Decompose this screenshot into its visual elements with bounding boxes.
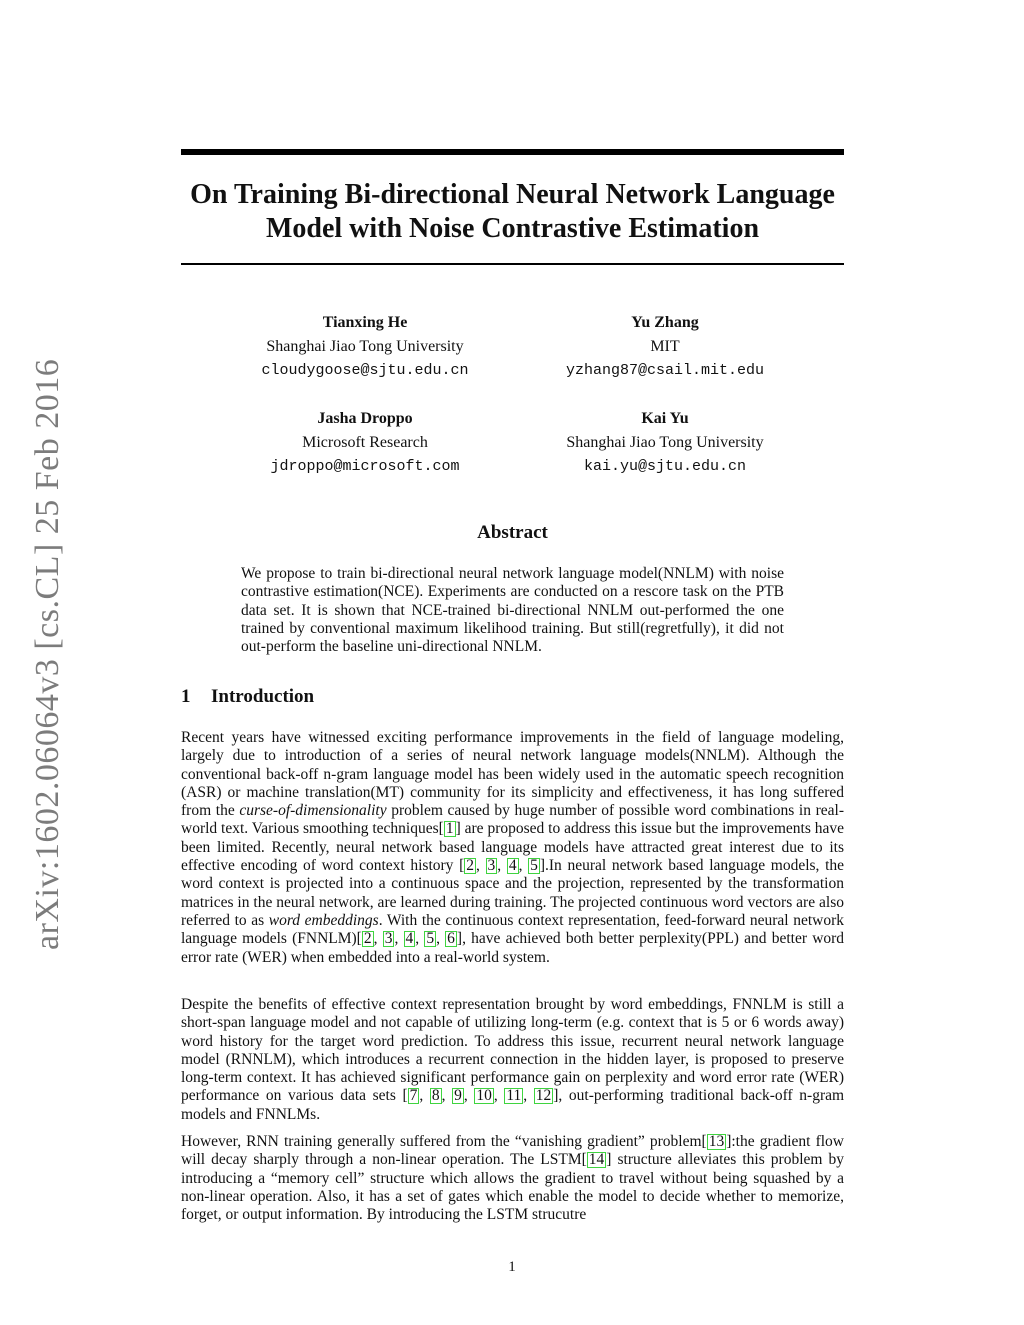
text-run: ], out-performing traditional back-off n-gram models and FNNLMs. [181, 1087, 845, 1123]
title-bottom-rule [181, 263, 844, 265]
author-email[interactable]: cloudygoose@sjtu.edu.cn [261, 362, 469, 379]
citation-link[interactable]: 6 [447, 930, 455, 948]
abstract-text: We propose to train bi-directional neural network language model(NNLM) with noise contrastive estimation(NCE). Experiments are conducted on a rescore task on the PTB data set. It is shown that NCE-trained bi-directional NNLM out-performed the one trained by conventional maximum likelihood training. But still(regretfully), it did not out-perform the baseline uni-directional NNLM. [241, 565, 784, 656]
page-number: 1 [508, 1259, 516, 1275]
author-email[interactable]: jdroppo@microsoft.com [270, 458, 460, 475]
author-affiliation: MIT [650, 338, 680, 355]
citation-link[interactable]: 11 [506, 1087, 522, 1105]
citation-link[interactable]: 9 [454, 1087, 462, 1105]
citation-link[interactable]: 7 [409, 1087, 418, 1105]
abstract-heading: Abstract [477, 522, 548, 543]
title-line-1: On Training Bi-directional Neural Network Language [190, 179, 835, 210]
citation-link[interactable]: 2 [466, 857, 474, 875]
section-number: 1 [181, 686, 191, 707]
text-run: Recent years have witnessed exciting performance improvements in the field of language modeling, largely due to introduction of a series of neural network language models(NNLM). Although the conventional back-off n-gram language model has been widely used in the automatic speech recognition (ASR) or machine translation(MT) community for its simplicity and effectiveness, it has long suffered from the [181, 729, 844, 820]
intro-paragraph-3: However, RNN training generally suffered from the “vanishing gradient” problem[ 13 ]:the gradient flow will decay sharply through a non-linear operation. The LSTM[ 14 ] structure alleviates this problem by introducing a “memory cell” structure which allows the gradient to travel without being squashed by a non-linear operation. Also, it has a set of gates which enable the model to decide whether to memorize, forget, or output information. By introducing the LSTM strucutre [181, 1133, 844, 1224]
paper-title [181, 178, 844, 246]
citation-link[interactable]: 8 [431, 1087, 440, 1105]
text-run: :the gradient flow will decay sharply through a non-linear operation. The LSTM [181, 1133, 844, 1169]
citation-link[interactable]: 3 [487, 857, 496, 875]
text-run: . With the continuous context representation, feed-forward neural network language models (FNNLM)[ [181, 911, 844, 948]
citation-link[interactable]: 4 [405, 930, 414, 948]
author-block [205, 311, 525, 383]
author-name: Jasha Droppo [317, 410, 413, 427]
emphasis-text: curse-of-dimensionality [239, 802, 387, 820]
citation-link[interactable]: 13 [708, 1133, 725, 1150]
section-title: Introduction [211, 686, 315, 707]
author-name: Kai Yu [641, 410, 689, 427]
author-block [505, 407, 825, 479]
text-run: ].In neural network based language models, the word context is projected into a continuous space and the projection, represented by the transformation matrices in the neural network, are learned during training. The projected continuous word vectors are also referred to as [181, 857, 845, 929]
text-run: Despite the benefits of effective context representation brought by word embeddings, FNNLM is still a short-span language model and not capable of utilizing long-term (e.g. context that is 5 or 6 words away) word history for the target word prediction. To address this issue, recurrent neural network language model (RNNLM), which introduces a recurrent connection in the hidden layer, is proposed to preserve long-term context. It has achieved significant performance gain on perplexity and word error rate (WER) performance on various data sets [ [181, 996, 844, 1105]
author-affiliation: Shanghai Jiao Tong University [266, 338, 464, 355]
text-run: problem caused by huge number of possible word combinations in real-world text. Various smoothing techniques [181, 802, 844, 838]
citation-link[interactable]: 14 [588, 1151, 605, 1169]
author-email[interactable]: yzhang87@csail.mit.edu [565, 362, 765, 379]
citation-link[interactable]: 3 [384, 930, 393, 948]
title-line-2: Model with Noise Contrastive Estimation [265, 213, 760, 244]
intro-paragraph-1: Recent years have witnessed exciting performance improvements in the field of language modeling, largely due to introduction of a series of neural network language models(NNLM). Although the conventional back-off n-gram language model has been widely used in the automatic speech recognition (ASR) or machine translation(MT) community for its simplicity and effectiveness, it has long suffered from the curse-of-dimensionality problem caused by huge number of possible word combinations in real-world text. Various smoothing techniques[ 1 ] are proposed to address this issue but the improvements have been limited. Recently, neural network based language models have attracted great interest due to its effective encoding of word context history [ 2 , 3 , 4 , 5 ].In neural network based language models, the word context is projected into a continuous space and the projection, represented by the transformation matrices in the neural network, are learned during training. The projected continuous word vectors are also referred to as word embeddings. With the continuous context representation, feed-forward neural network language models (FNNLM)[ 2 , 3 , 4 , 5 , 6 ], have achieved both better perplexity(PPL) and better word error rate (WER) when embedded into a real-world system. [181, 729, 845, 966]
text-run: ], have achieved both better perplexity(PPL) and better word error rate (WER) when embedded into a real-world system. [181, 930, 845, 966]
citation-link[interactable]: 5 [426, 930, 435, 948]
author-block [505, 311, 825, 383]
author-name: Tianxing He [322, 314, 408, 331]
author-block [205, 407, 525, 479]
citation-link[interactable]: 5 [530, 857, 538, 875]
author-affiliation: Shanghai Jiao Tong University [566, 434, 764, 451]
arxiv-identifier: arXiv:1602.06064v3 [cs.CL] 25 Feb 2016 [29, 358, 66, 950]
section-heading-introduction [181, 686, 314, 708]
emphasis-text: word embeddings [268, 911, 379, 929]
citation-link[interactable]: 12 [535, 1087, 552, 1105]
author-affiliation: Microsoft Research [302, 434, 428, 451]
citation-link[interactable]: 10 [476, 1087, 492, 1105]
text-run: are proposed to address this issue but the improvements have been limited. Recently, neural network based language models have attracted great interest due to its effective encoding of word context history [ [181, 820, 844, 875]
citation-link[interactable]: 1 [445, 820, 454, 838]
title-top-rule [181, 149, 844, 155]
citation-link[interactable]: 2 [363, 930, 372, 948]
author-email[interactable]: kai.yu@sjtu.edu.cn [583, 458, 747, 475]
text-run: structure alleviates this problem by introducing a “memory cell” structure which allows the gradient to travel without being squashed by a non-linear operation. Also, it has a set of gates which enable the model to decide whether to memorize, forget, or output information. By introducing the LSTM strucutre [181, 1151, 844, 1224]
citation-link[interactable]: 4 [508, 857, 517, 875]
author-name: Yu Zhang [631, 314, 699, 331]
intro-paragraph-2: Despite the benefits of effective context representation brought by word embeddings, FNNLM is still a short-span language model and not capable of utilizing long-term (e.g. context that is 5 or 6 words away) word history for the target word prediction. To address this issue, recurrent neural network language model (RNNLM), which introduces a recurrent connection in the hidden layer, is proposed to preserve long-term context. It has achieved significant performance gain on perplexity and word error rate (WER) performance on various data sets [ 7 , 8 , 9 , 10 , 11 , 12 ], out-performing traditional back-off n-gram models and FNNLMs. [181, 996, 845, 1123]
text-run: However, RNN training generally suffered from the “vanishing gradient” problem [181, 1133, 702, 1150]
